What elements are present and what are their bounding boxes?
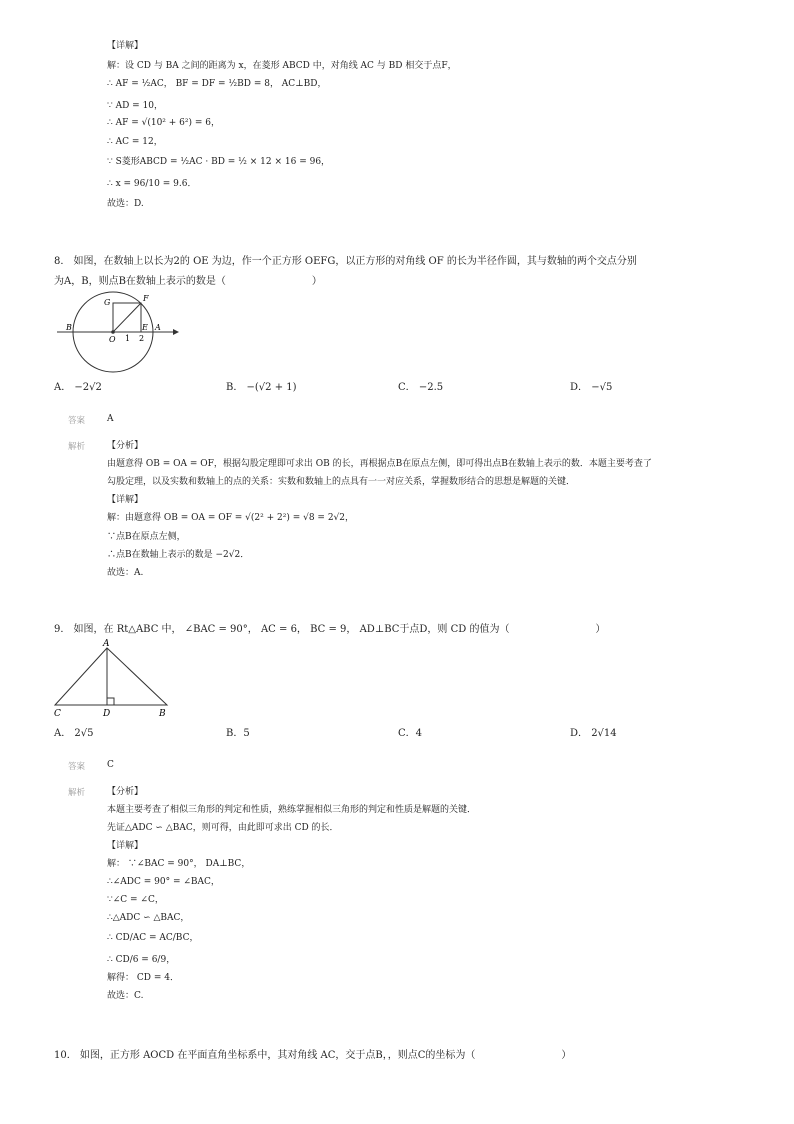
prev-line-5: ∴ AC = 12， xyxy=(107,137,163,147)
q9-line-3: 先证△ADC ∽ △BAC，则可得，由此即可求出 CD 的长． xyxy=(107,823,339,833)
q9-line-2: 本题主要考查了相似三角形的判定和性质，熟练掌握相似三角形的判定和性质是解题的关键． xyxy=(107,805,477,815)
q8-stem-line1: 8． 如图，在数轴上以长为2的 OE 为边，作一个正方形 OEFG，以正方形的对角线 OF 的长为半径作圆，其与数轴的两个交点分别 xyxy=(54,256,637,267)
q9-option-c: C．4 xyxy=(398,728,423,739)
q8-line-4: 【详解】 xyxy=(107,495,144,505)
prev-line-6: ∵ S菱形ABCD = ½AC · BD = ½ × 12 × 16 = 96， xyxy=(107,157,331,167)
q8-figure xyxy=(55,290,180,375)
q9-option-b: B．5 xyxy=(226,728,250,739)
label-1: 1 xyxy=(125,334,131,343)
q9-line-6: ∴∠ADC = 90° = ∠BAC， xyxy=(107,877,220,887)
q9-line-4: 【详解】 xyxy=(107,841,144,851)
diagonal-of xyxy=(113,303,141,332)
q8-option-d: D． −√5 xyxy=(570,382,613,393)
label-2: 2 xyxy=(139,334,145,343)
prev-line-7: ∴ x = 96/10 = 9.6． xyxy=(107,179,197,189)
origin-point xyxy=(111,330,115,334)
q8-stem-line2: 为A，B，则点B在数轴上表示的数是（ ） xyxy=(54,276,322,287)
q8-line-8: 故选：A. xyxy=(107,568,144,578)
q8-answer-tag: 答案 xyxy=(68,416,86,426)
prev-line-3: ∵ AD = 10， xyxy=(107,101,164,111)
q9-line-9: ∴ CD/AC = AC/BC， xyxy=(107,933,199,943)
q8-line-5: 解：由题意得 OB = OA = OF = √(2² + 2²) = √8 = 2√2， xyxy=(107,513,355,523)
axis-arrow-icon xyxy=(173,329,179,335)
q10-stem: 10． 如图，正方形 AOCD 在平面直角坐标系中，其对角线 AC，交于点B，，则点C的坐标为（ ） xyxy=(54,1050,572,1061)
prev-line-8: 故选：D. xyxy=(107,199,144,209)
q8-option-c: C． −2.5 xyxy=(398,382,444,393)
q9-analysis-tag: 解析 xyxy=(68,788,86,798)
q9-line-7: ∵∠C = ∠C， xyxy=(107,895,164,905)
q8-line-1: 【分析】 xyxy=(107,441,144,451)
label-b: B xyxy=(66,323,72,332)
q8-option-a: A． −2√2 xyxy=(54,382,102,393)
triangle-abc xyxy=(55,648,167,705)
q9-line-10: ∴ CD/6 = 6/9， xyxy=(107,955,176,965)
label-e: E xyxy=(142,323,148,332)
q9-answer: C xyxy=(107,760,114,770)
label-o: O xyxy=(109,335,116,344)
label-a: A xyxy=(155,323,161,332)
q9-option-d: D． 2√14 xyxy=(570,728,617,739)
q9-line-1: 【分析】 xyxy=(107,787,144,797)
q8-line-7: ∴点B在数轴上表示的数是 −2√2． xyxy=(107,550,250,560)
label-g: G xyxy=(104,298,111,307)
right-angle-mark xyxy=(107,698,114,705)
q9-line-11: 解得： CD = 4． xyxy=(107,973,179,983)
q9-figure xyxy=(52,636,177,718)
q8-line-2: 由题意得 OB = OA = OF，根据勾股定理即可求出 OB 的长，再根据点B在原点左侧，即可得出点B在数轴上表示的数．本题主要考查了 xyxy=(107,459,652,469)
q9-line-12: 故选：C. xyxy=(107,991,144,1001)
label-a: A xyxy=(103,639,110,649)
prev-line-4: ∴ AF = √(10² + 6²) = 6， xyxy=(107,118,220,128)
q8-line-6: ∵点B在原点左侧， xyxy=(107,532,186,542)
q8-option-b: B． −(√2 + 1) xyxy=(226,382,297,393)
label-f: F xyxy=(143,294,149,303)
prev-line-2: ∴ AF = ½AC， BF = DF = ½BD = 8， AC⊥BD， xyxy=(107,79,327,89)
q8-line-3: 勾股定理，以及实数和数轴上的点的关系：实数和数轴上的点具有一一对应关系，掌握数形结合的思想是解题的关键． xyxy=(107,477,576,487)
q8-analysis-tag: 解析 xyxy=(68,442,86,452)
prev-line-1: 解：设 CD 与 BA 之间的距离为 x，在菱形 ABCD 中，对角线 AC 与 BD 相交于点F， xyxy=(107,61,457,71)
q9-line-5: 解： ∵∠BAC = 90°， DA⊥BC， xyxy=(107,859,251,869)
label-d: D xyxy=(103,709,111,718)
q9-answer-tag: 答案 xyxy=(68,762,86,772)
prev-detail-head: 【详解】 xyxy=(107,41,144,51)
q9-option-a: A． 2√5 xyxy=(54,728,94,739)
q9-stem: 9． 如图，在 Rt△ABC 中， ∠BAC = 90°， AC = 6， BC = 9， AD⊥BC于点D，则 CD 的值为（ ） xyxy=(54,624,606,635)
q8-answer: A xyxy=(107,414,114,424)
label-b: B xyxy=(159,709,166,718)
label-c: C xyxy=(54,709,61,718)
q9-line-8: ∴△ADC ∽ △BAC， xyxy=(107,913,190,923)
